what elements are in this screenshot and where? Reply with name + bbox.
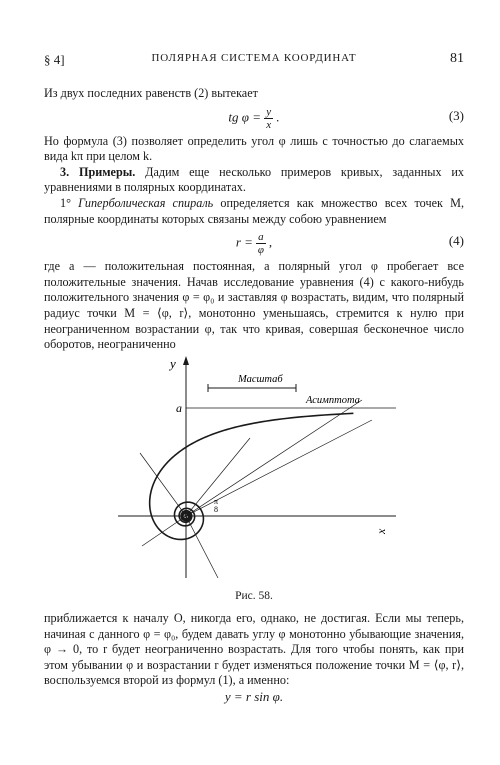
- eq4-numerator: a: [258, 231, 264, 244]
- eq4-lhs: r =: [235, 234, 253, 250]
- eq4-tail: ,: [268, 234, 273, 250]
- eq4-tag: (4): [448, 233, 464, 249]
- y-axis-label: y: [170, 356, 176, 371]
- examples-text: Дадим еще несколько примеров кривых, заданных их уравнениями в полярных координатах.: [44, 164, 464, 195]
- eq3-tag: (3): [448, 107, 464, 123]
- eq3-fraction: [264, 106, 273, 131]
- equation-4: [44, 227, 464, 257]
- eq5-body: y = r sin φ.: [224, 688, 284, 704]
- ray: [186, 400, 362, 516]
- section-mark: § 4]: [44, 52, 65, 67]
- spiral-number: 1°: [60, 195, 71, 210]
- asymptote-label: Асимптота: [306, 395, 360, 406]
- eight-label: 8: [214, 505, 218, 514]
- paragraph-intro: Из двух последних равенств (2) вытекает: [44, 86, 258, 100]
- figure-hyperbolic-spiral: [100, 352, 400, 584]
- paragraph-spiral-def: [44, 196, 464, 227]
- asymptote-a-label: a: [176, 401, 182, 415]
- equation-y-sin: [44, 689, 464, 709]
- eq3-denominator: x: [266, 118, 272, 131]
- text-block-bottom: [44, 611, 464, 709]
- eq3-tail: .: [276, 109, 280, 125]
- eq3-numerator: y: [266, 105, 272, 118]
- eq3-lhs: tg φ =: [228, 109, 261, 125]
- polar-rays: [140, 400, 372, 578]
- ray: [140, 453, 186, 516]
- spiral-term: Гиперболическая спираль: [78, 195, 214, 210]
- paragraph-spiral-analysis: где a — положительная постоянная, а полярный угол φ пробегает все положительные значения. Начав исследование уравнения (4) с какого-нибудь положительного значения φ = φ₀ и заставляя φ возрастать, видим, что полярный радиус точки M = ⟨φ, r⟩, монотонно уменьшаясь, стремится к нулю при неограниченном возрастании φ, так что кривая, совершая бесконечное число оборотов, неограниченно: [44, 259, 464, 352]
- ray: [142, 516, 186, 546]
- eq4-denominator: φ: [257, 244, 264, 257]
- equation-3: [44, 102, 464, 131]
- examples-heading: 3. Примеры.: [60, 164, 136, 179]
- running-header: [44, 52, 464, 70]
- figure-caption: Рис. 58.: [235, 590, 273, 602]
- paragraph-examples: [44, 165, 464, 196]
- pi-label: π: [214, 497, 219, 506]
- text-block-top: [44, 86, 464, 353]
- eq4-fraction: [256, 231, 266, 256]
- page-number: 81: [450, 51, 464, 66]
- x-axis-label: x: [374, 528, 388, 534]
- paragraph-continuation: приближается к началу O, никогда его, однако, не достигая. Если мы теперь, начиная с данного φ = φ₀, будем давать углу φ монотонно убывающие значения, φ → 0, то r будет неограниченно возрастать. Для того чтобы понять, как при этом убывании φ и возрастании r будет изменяться положение точки M = ⟨φ, r⟩, воспользуемся второй из формул (1), а именно:: [44, 611, 464, 688]
- y-axis-arrow-icon: [183, 356, 189, 365]
- paragraph-formula-note: Но формула (3) позволяет определить угол φ лишь с точностью до слагаемых вида kπ при целом k.: [44, 133, 464, 164]
- scale-label: Масштаб: [238, 374, 283, 385]
- spiral-def-text: определяется как множество всех точек M, полярные координаты которых связаны между собою уравнением: [44, 195, 464, 226]
- running-title: ПОЛЯРНАЯ СИСТЕМА КООРДИНАТ: [151, 52, 357, 64]
- hyperbolic-spiral-curve: [150, 413, 354, 539]
